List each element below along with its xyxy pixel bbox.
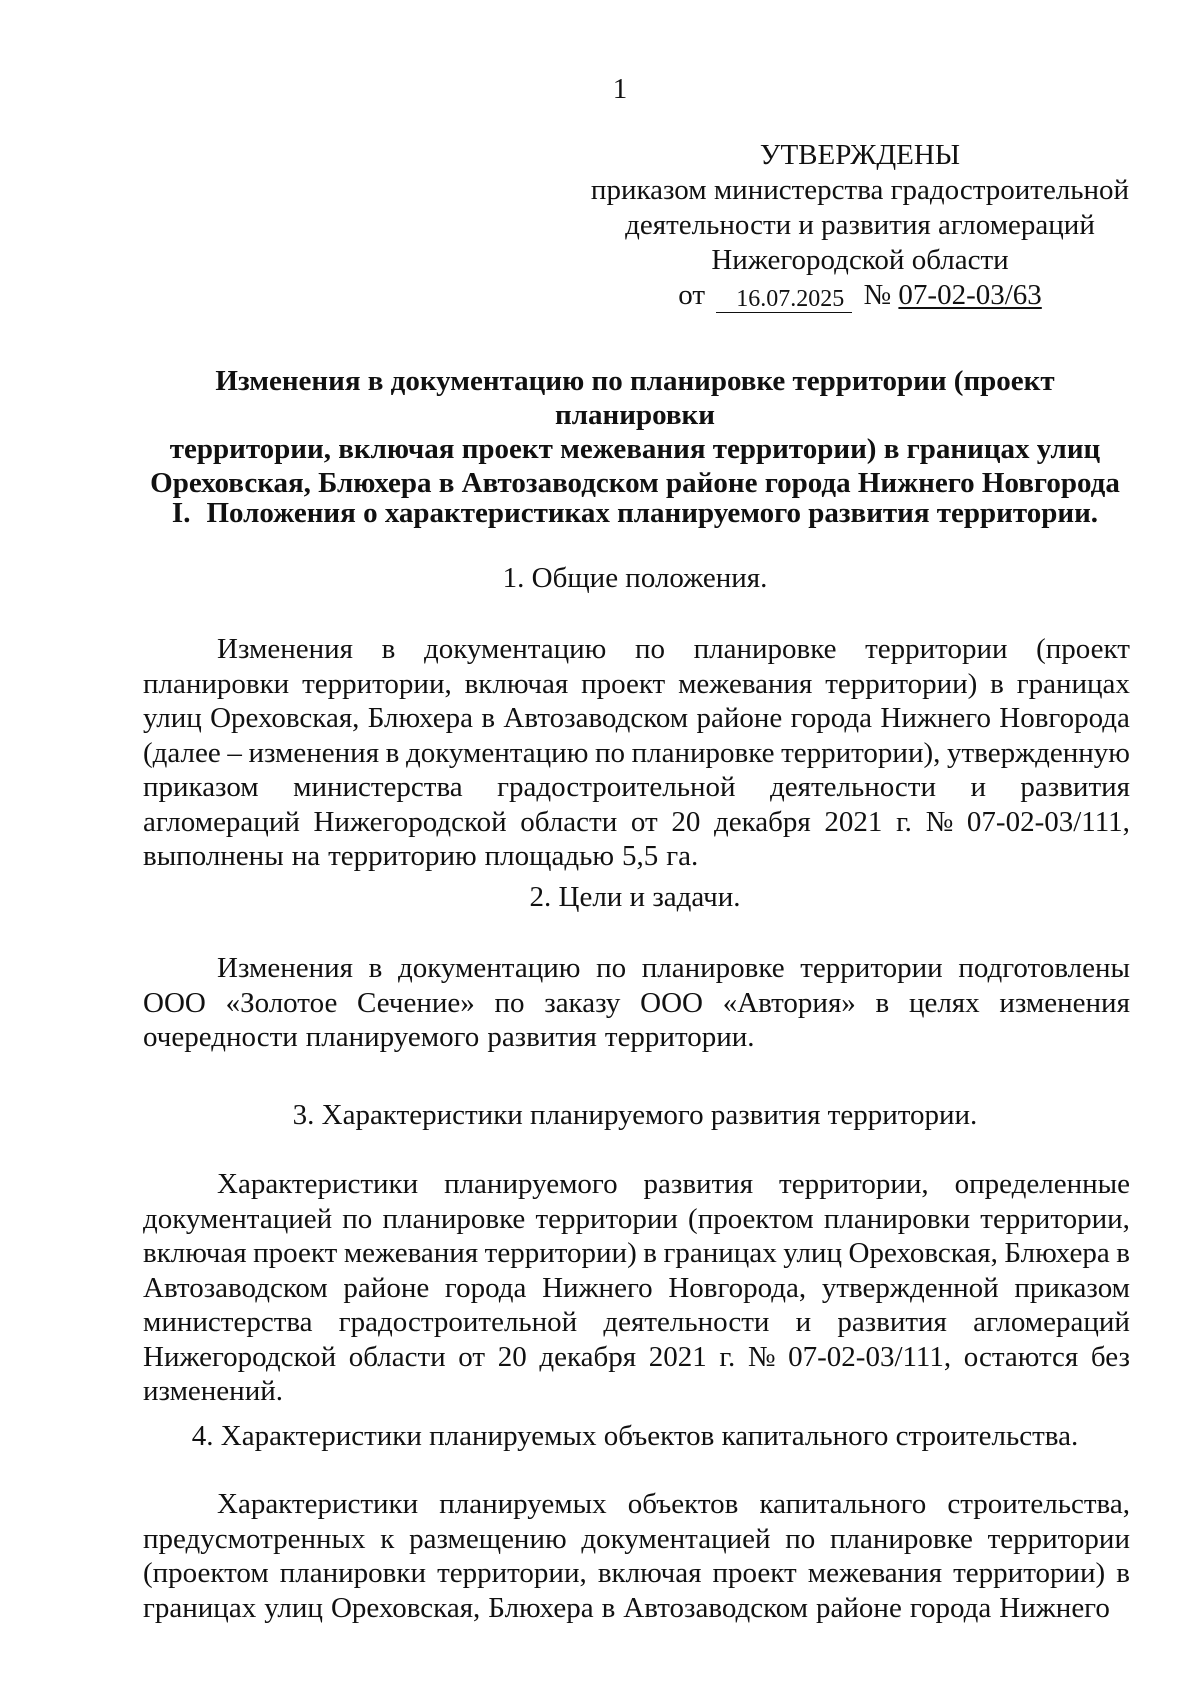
paragraph-1 [143,632,1130,874]
approval-number: 07-02-03/63 [898,279,1042,311]
word: в [1116,1557,1130,1589]
word: целях [908,986,980,1019]
word: (проектом [143,1557,269,1589]
word: межевания [678,667,813,700]
word: и [970,771,986,803]
word: Ореховская, [848,1237,998,1269]
paragraph-line [143,1522,1130,1557]
word: утвержденной [821,1271,999,1304]
word: в [381,633,396,665]
approval-line-2: деятельности и развития агломераций [625,209,1095,241]
word: утвержденную [947,736,1130,769]
word: 20 [671,805,701,838]
word: территории) [953,1557,1106,1589]
word: министерства [293,771,463,803]
word: Блюхера [488,1591,594,1624]
subsection-heading-3: 3. Характеристики планируемого развития территории. [292,1099,978,1131]
word: изменений. [143,1375,283,1407]
word: территорию [328,840,477,872]
word: без [1090,1340,1130,1373]
paragraph-line [143,1202,1130,1237]
word: в [601,1591,616,1624]
word: города [444,1271,527,1304]
word: планируемого [305,1021,480,1053]
word: территории [535,1202,678,1235]
word: развития [1020,771,1130,803]
subsection-heading-2: 2. Цели и задачи. [529,881,741,913]
word: районе [343,1271,430,1304]
approval-line-1: приказом министерства градостроительной [590,174,1130,206]
word: межевания [343,1237,479,1269]
word: к [380,1522,395,1555]
word: в [990,667,1004,700]
subsection-heading-1: 1. Общие положения. [502,562,768,594]
word: планировке [382,1202,526,1235]
word: размещению [409,1522,567,1555]
paragraph-line [143,1020,1130,1055]
word: Автозаводском [503,702,689,734]
paragraph-line [143,632,1130,667]
word: 5,5 [621,840,659,872]
word: области [520,805,618,838]
word: включая [597,1557,702,1589]
word: Автозаводском [143,1271,328,1304]
word: г. [719,1340,736,1373]
word: территории, [437,1557,587,1589]
word: градостроительной [338,1306,578,1338]
word: проект [253,1237,338,1269]
word: (далее [143,736,221,769]
word: министерства [143,1306,313,1338]
word: определенные [954,1168,1130,1200]
paragraph-line [143,1374,1130,1409]
approval-line-3: Нижегородской области [711,244,1009,276]
word: ООО [640,986,703,1019]
word: территории [865,633,1008,665]
word: планируемого [444,1168,618,1200]
paragraph-line [143,1167,1130,1202]
paragraph-line [143,1556,1130,1591]
word: строительства, [947,1488,1130,1520]
paragraph-line [143,701,1130,736]
word: Изменения [217,952,353,984]
word: (проект [1036,633,1130,665]
word: планировке [693,633,837,665]
word: территории. [604,1021,755,1053]
word: площадью [484,840,614,872]
word: территории [987,1522,1130,1555]
word: территории [800,952,943,984]
word: планируемых [439,1488,607,1520]
word: планировки [823,1202,971,1235]
word: города [909,1591,992,1624]
word: города [790,702,873,734]
section-heading [140,496,1130,530]
word: Новгорода [999,702,1130,734]
word: и [795,1306,812,1338]
approval-from-label: от [678,279,705,311]
word: территории, [980,1202,1130,1235]
word: Нижнего [542,1271,653,1304]
word: документацию [423,633,607,665]
word: приказом [143,771,259,803]
word: декабря [714,805,811,838]
word: Ореховская, [330,1591,481,1624]
word: включая [464,667,569,700]
word: «Золотое [225,986,338,1019]
subsection-heading-4: 4. Характеристики планируемых объектов капитального строительства. [191,1420,1079,1452]
word: районе [696,702,783,734]
word: 07-02-03/111, [966,805,1130,838]
word: Ореховская, [210,702,360,734]
word: развития [487,1021,597,1053]
word: в [385,736,400,769]
word: га. [666,840,699,872]
word: документацию [398,952,581,984]
word: № [925,805,954,838]
paragraph-line [143,986,1130,1021]
word: в [481,702,496,734]
word: планировке [830,1522,973,1555]
paragraph-line [143,839,1130,874]
word: декабря [539,1340,637,1373]
section-number: I. [171,497,191,529]
paragraph-line [143,1340,1130,1375]
word: планировке [631,736,775,769]
word: агломераций [973,1306,1130,1338]
word: в [368,952,383,984]
word: Сечение» [357,986,475,1019]
paragraph-line [143,951,1130,986]
word: улиц [264,1591,323,1624]
word: Нижегородской [313,805,507,838]
word: районе [816,1591,902,1624]
word: изменения [248,736,380,769]
word: территории), [781,736,941,769]
word: 20 [497,1340,527,1373]
word: по [634,633,665,665]
word: по [594,736,626,769]
word: по [494,986,525,1019]
word: ООО [143,986,206,1019]
word: планировки [143,667,290,700]
word: изменения [999,986,1130,1019]
word: территории, [779,1168,929,1200]
word: 2021 [824,805,883,838]
word: улиц [783,1237,842,1269]
word: Характеристики [217,1168,419,1200]
paragraph-line [143,736,1130,771]
word: заказу [544,986,621,1019]
word: проект [712,1557,797,1589]
word: – [227,736,242,769]
word: Нижегородской [143,1340,337,1373]
word: по [596,952,627,984]
word: деятельности [603,1306,770,1338]
word: капитального [759,1488,927,1520]
word: от [458,1340,486,1373]
word: территории) [825,667,978,700]
paragraph-line [143,1591,1130,1626]
word: улиц [143,702,202,734]
word: 2021 [648,1340,707,1373]
approval-date: 16.07.2025 [716,286,852,313]
paragraph-4 [143,1487,1130,1625]
paragraph-line [143,770,1130,805]
word: территории) [484,1237,637,1269]
document-title [140,364,1130,500]
word: по [785,1522,816,1555]
paragraph-line [143,1487,1130,1522]
approval-title: УТВЕРЖДЕНЫ [759,139,961,171]
word: (проектом [688,1202,814,1235]
word: границах [1016,667,1130,700]
paragraph-line [143,667,1130,702]
word: области [348,1340,446,1373]
word: Нижнего [880,702,991,734]
paragraph-line [143,1271,1130,1306]
paragraph-2 [143,951,1130,1055]
title-line-1: Изменения в документацию по планировке территории (проект планировки [215,365,1055,431]
approval-stamp [590,138,1130,313]
word: границах [663,1237,777,1269]
word: предусмотренных [143,1522,366,1555]
word: деятельности [769,771,936,803]
word: очередности [143,1021,298,1053]
word: межевания [807,1557,943,1589]
title-line-3: Ореховская, Блюхера в Автозаводском районе города Нижнего Новгорода [150,467,1120,499]
word: планировке [641,952,785,984]
word: по [342,1202,373,1235]
word: от [630,805,658,838]
word: включая [143,1237,247,1269]
word: агломераций [143,805,300,838]
word: территории, [302,667,452,700]
word: Характеристики [217,1488,419,1520]
word: в [875,986,890,1019]
word: г. [896,805,912,838]
word: Автозаводском [623,1591,809,1624]
word: границах [143,1591,257,1624]
section-title: Положения о характеристиках планируемого развития территории. [206,497,1099,529]
word: выполнены [143,840,284,872]
word: остаются [963,1340,1079,1373]
word: Блюхера [367,702,474,734]
word: 07-02-03/111, [788,1340,952,1373]
word: документацию [405,736,589,769]
word: Блюхера [1004,1237,1110,1269]
paragraph-3 [143,1167,1130,1409]
word: № [747,1340,776,1373]
word: Новгорода, [668,1271,807,1304]
paragraph-line [143,1305,1130,1340]
word: в [643,1237,657,1269]
word: объектов [627,1488,739,1520]
paragraph-line [143,1236,1130,1271]
word: «Автория» [722,986,856,1019]
approval-number-label: № [863,279,892,311]
word: на [291,840,321,872]
word: документацией [581,1522,771,1555]
word: приказом [1014,1271,1130,1304]
word: подготовлены [958,952,1130,984]
word: градостроительной [497,771,736,803]
title-line-2: территории, включая проект межевания территории) в границах улиц [169,433,1101,465]
word: планировки [279,1557,426,1589]
word: документацией [143,1202,333,1235]
approval-date-line [590,278,1130,313]
word: в [1116,1237,1130,1269]
word: развития [643,1168,754,1200]
page-number: 1 [612,73,628,105]
word: Нижнего [999,1591,1110,1624]
word: проект [581,667,666,700]
paragraph-line [143,805,1130,840]
word: Изменения [217,633,353,665]
word: развития [837,1306,947,1338]
